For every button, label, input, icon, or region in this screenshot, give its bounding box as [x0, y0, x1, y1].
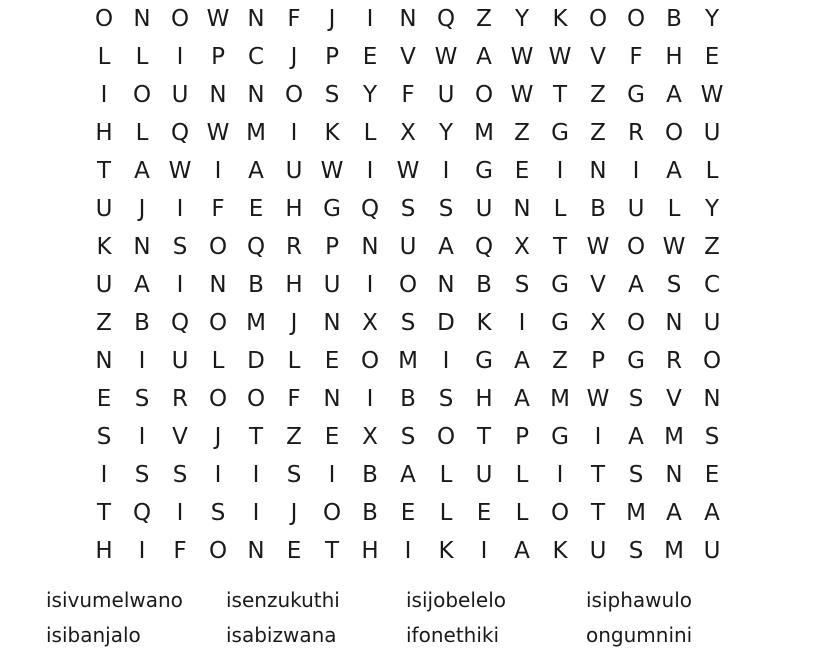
word-list-item: ongumnini — [586, 623, 693, 647]
grid-row — [0, 152, 816, 190]
grid-cell: J — [290, 44, 298, 70]
word-list-column — [586, 583, 766, 653]
grid-cell: S — [134, 462, 150, 488]
grid-cell: K — [476, 310, 492, 336]
grid-cell: A — [704, 500, 720, 526]
grid-cell: I — [100, 462, 108, 488]
grid-cell: H — [285, 196, 303, 222]
grid-cell: C — [247, 44, 265, 70]
grid-cell: K — [96, 234, 112, 260]
grid-cell: H — [475, 386, 493, 412]
grid-cell: U — [95, 196, 113, 222]
grid-cell: V — [400, 44, 416, 70]
grid-row — [0, 266, 816, 304]
grid-cell: I — [632, 158, 640, 184]
grid-cell: V — [590, 44, 606, 70]
grid-cell: I — [366, 6, 374, 32]
grid-cell: N — [209, 82, 227, 108]
grid-row — [0, 0, 816, 38]
grid-cell: U — [285, 158, 303, 184]
grid-cell: F — [211, 196, 225, 222]
grid-cell: M — [246, 120, 266, 146]
grid-cell: Y — [362, 82, 378, 108]
grid-cell: G — [627, 82, 645, 108]
grid-cell: S — [438, 196, 454, 222]
grid-cell: A — [400, 462, 416, 488]
grid-cell: I — [176, 44, 184, 70]
grid-cell: Z — [514, 120, 530, 146]
grid-cell: T — [552, 234, 568, 260]
grid-cell: E — [248, 196, 264, 222]
grid-row — [0, 76, 816, 114]
grid-cell: S — [628, 386, 644, 412]
grid-cell: B — [666, 6, 682, 32]
grid-cell: L — [135, 120, 149, 146]
grid-cell: F — [287, 386, 301, 412]
grid-cell: N — [247, 82, 265, 108]
grid-cell: I — [290, 120, 298, 146]
grid-cell: Q — [170, 310, 190, 336]
grid-cell: M — [398, 348, 418, 374]
grid-cell: N — [133, 234, 151, 260]
grid-cell: A — [514, 386, 530, 412]
grid-cell: J — [290, 310, 298, 336]
grid-cell: X — [362, 424, 378, 450]
grid-cell: A — [248, 158, 264, 184]
grid-cell: P — [515, 424, 529, 450]
word-list-item: isijobelelo — [406, 588, 506, 612]
grid-cell: A — [514, 348, 530, 374]
grid-cell: L — [287, 348, 301, 374]
grid-cell: G — [475, 348, 493, 374]
grid-cell: B — [476, 272, 492, 298]
grid-cell: U — [627, 196, 645, 222]
grid-cell: B — [590, 196, 606, 222]
grid-cell: L — [553, 196, 567, 222]
grid-cell: N — [665, 462, 683, 488]
grid-cell: X — [514, 234, 530, 260]
grid-cell: K — [324, 120, 340, 146]
grid-cell: M — [550, 386, 570, 412]
grid-cell: I — [100, 82, 108, 108]
grid-cell: V — [666, 386, 682, 412]
grid-cell: U — [323, 272, 341, 298]
word-list-item: isivumelwano — [46, 588, 183, 612]
grid-cell: S — [628, 462, 644, 488]
grid-cell: I — [176, 196, 184, 222]
grid-cell: I — [556, 462, 564, 488]
grid-cell: P — [325, 44, 339, 70]
grid-cell: E — [400, 500, 416, 526]
grid-cell: S — [628, 538, 644, 564]
word-list-item: isenzukuthi — [226, 588, 340, 612]
grid-cell: O — [284, 82, 304, 108]
grid-cell: I — [328, 462, 336, 488]
grid-cell: I — [176, 500, 184, 526]
grid-cell: A — [666, 82, 682, 108]
grid-cell: B — [362, 500, 378, 526]
grid-cell: O — [208, 234, 228, 260]
grid-cell: Z — [286, 424, 302, 450]
grid-cell: U — [703, 310, 721, 336]
word-list-item: isabizwana — [226, 623, 337, 647]
grid-cell: I — [442, 158, 450, 184]
grid-cell: A — [476, 44, 492, 70]
grid-cell: W — [662, 234, 686, 260]
grid-cell: W — [548, 44, 572, 70]
grid-cell: Y — [704, 6, 720, 32]
grid-cell: E — [96, 386, 112, 412]
grid-cell: Z — [552, 348, 568, 374]
grid-cell: U — [95, 272, 113, 298]
grid-row — [0, 342, 816, 380]
grid-cell: Z — [476, 6, 492, 32]
grid-cell: B — [362, 462, 378, 488]
grid-cell: I — [138, 348, 146, 374]
word-list-item: isibanjalo — [46, 623, 141, 647]
grid-cell: G — [323, 196, 341, 222]
grid-cell: E — [704, 44, 720, 70]
grid-cell: N — [323, 386, 341, 412]
grid-cell: V — [172, 424, 188, 450]
grid-cell: G — [551, 272, 569, 298]
grid-cell: T — [590, 500, 606, 526]
grid-row — [0, 494, 816, 532]
grid-cell: I — [214, 158, 222, 184]
grid-cell: N — [399, 6, 417, 32]
grid-cell: S — [704, 424, 720, 450]
grid-cell: T — [96, 500, 112, 526]
word-list-item: ifonethiki — [406, 623, 500, 647]
grid-cell: M — [664, 424, 684, 450]
grid-cell: S — [324, 82, 340, 108]
grid-row — [0, 190, 816, 228]
grid-cell: I — [404, 538, 412, 564]
grid-cell: D — [247, 348, 265, 374]
grid-cell: I — [518, 310, 526, 336]
grid-cell: N — [361, 234, 379, 260]
word-list-column — [46, 583, 226, 653]
grid-cell: N — [437, 272, 455, 298]
grid-cell: U — [703, 120, 721, 146]
grid-cell: S — [400, 196, 416, 222]
grid-cell: M — [626, 500, 646, 526]
grid-cell: I — [594, 424, 602, 450]
grid-cell: U — [399, 234, 417, 260]
grid-cell: Q — [360, 196, 380, 222]
grid-cell: G — [551, 310, 569, 336]
grid-cell: T — [248, 424, 264, 450]
grid-cell: I — [480, 538, 488, 564]
grid-cell: R — [628, 120, 644, 146]
grid-cell: O — [208, 386, 228, 412]
grid-cell: Q — [436, 6, 456, 32]
grid-cell: L — [515, 462, 529, 488]
grid-cell: K — [552, 538, 568, 564]
grid-cell: Y — [438, 120, 454, 146]
grid-cell: I — [138, 538, 146, 564]
grid-cell: F — [173, 538, 187, 564]
grid-cell: I — [176, 272, 184, 298]
grid-cell: U — [703, 538, 721, 564]
grid-cell: M — [246, 310, 266, 336]
grid-cell: Q — [170, 120, 190, 146]
grid-cell: E — [476, 500, 492, 526]
grid-cell: F — [629, 44, 643, 70]
grid-cell: Q — [474, 234, 494, 260]
grid-cell: H — [665, 44, 683, 70]
grid-cell: W — [320, 158, 344, 184]
grid-cell: L — [135, 44, 149, 70]
grid-cell: W — [206, 6, 230, 32]
grid-cell: S — [286, 462, 302, 488]
grid-cell: O — [94, 6, 114, 32]
grid-cell: U — [437, 82, 455, 108]
grid-cell: T — [476, 424, 492, 450]
grid-cell: O — [474, 82, 494, 108]
grid-row — [0, 532, 816, 570]
grid-cell: E — [362, 44, 378, 70]
grid-cell: Z — [704, 234, 720, 260]
grid-cell: A — [438, 234, 454, 260]
grid-cell: S — [172, 462, 188, 488]
word-list-column — [226, 583, 406, 653]
grid-cell: P — [325, 234, 339, 260]
grid-cell: L — [439, 500, 453, 526]
grid-cell: L — [705, 158, 719, 184]
grid-cell: U — [589, 538, 607, 564]
grid-cell: O — [588, 6, 608, 32]
grid-cell: O — [626, 310, 646, 336]
grid-cell: E — [514, 158, 530, 184]
grid-cell: N — [247, 538, 265, 564]
grid-cell: J — [214, 424, 222, 450]
grid-cell: A — [134, 158, 150, 184]
grid-cell: E — [704, 462, 720, 488]
grid-cell: G — [551, 120, 569, 146]
grid-cell: A — [134, 272, 150, 298]
grid-cell: S — [666, 272, 682, 298]
grid-cell: A — [666, 158, 682, 184]
grid-cell: S — [96, 424, 112, 450]
grid-cell: O — [664, 120, 684, 146]
grid-cell: A — [628, 424, 644, 450]
grid-cell: W — [586, 386, 610, 412]
grid-cell: A — [628, 272, 644, 298]
grid-cell: N — [513, 196, 531, 222]
grid-cell: H — [285, 272, 303, 298]
grid-cell: N — [323, 310, 341, 336]
grid-cell: L — [363, 120, 377, 146]
grid-row — [0, 456, 816, 494]
grid-cell: X — [362, 310, 378, 336]
grid-cell: N — [209, 272, 227, 298]
grid-cell: O — [132, 82, 152, 108]
grid-cell: W — [510, 82, 534, 108]
grid-cell: S — [134, 386, 150, 412]
grid-row — [0, 114, 816, 152]
grid-cell: N — [133, 6, 151, 32]
grid-cell: D — [437, 310, 455, 336]
grid-cell: O — [170, 6, 190, 32]
grid-cell: U — [475, 196, 493, 222]
grid-cell: W — [206, 120, 230, 146]
grid-cell: T — [96, 158, 112, 184]
grid-cell: O — [246, 386, 266, 412]
grid-cell: R — [286, 234, 302, 260]
grid-cell: W — [168, 158, 192, 184]
grid-cell: I — [252, 462, 260, 488]
grid-cell: F — [287, 6, 301, 32]
grid-cell: W — [586, 234, 610, 260]
word-list — [0, 583, 816, 653]
grid-cell: J — [138, 196, 146, 222]
grid-cell: F — [401, 82, 415, 108]
grid-cell: S — [172, 234, 188, 260]
grid-cell: Q — [246, 234, 266, 260]
grid-cell: W — [510, 44, 534, 70]
grid-cell: H — [361, 538, 379, 564]
grid-cell: Z — [96, 310, 112, 336]
grid-cell: N — [247, 6, 265, 32]
grid-cell: G — [627, 348, 645, 374]
grid-cell: E — [286, 538, 302, 564]
grid-cell: I — [252, 500, 260, 526]
grid-cell: L — [97, 44, 111, 70]
grid-cell: I — [138, 424, 146, 450]
grid-cell: M — [664, 538, 684, 564]
grid-cell: S — [400, 310, 416, 336]
grid-cell: L — [439, 462, 453, 488]
grid-cell: Z — [590, 120, 606, 146]
grid-cell: N — [665, 310, 683, 336]
grid-cell: P — [591, 348, 605, 374]
grid-cell: A — [514, 538, 530, 564]
grid-cell: W — [396, 158, 420, 184]
word-list-column — [406, 583, 586, 653]
grid-cell: V — [590, 272, 606, 298]
grid-cell: P — [211, 44, 225, 70]
grid-cell: H — [95, 120, 113, 146]
grid-cell: N — [703, 386, 721, 412]
grid-cell: Y — [514, 6, 530, 32]
word-list-item: isiphawulo — [586, 588, 692, 612]
grid-cell: O — [702, 348, 722, 374]
grid-cell: Z — [590, 82, 606, 108]
grid-row — [0, 38, 816, 76]
grid-cell: E — [324, 424, 340, 450]
grid-cell: S — [210, 500, 226, 526]
grid-cell: O — [550, 500, 570, 526]
grid-row — [0, 304, 816, 342]
grid-row — [0, 380, 816, 418]
grid-cell: A — [666, 500, 682, 526]
grid-cell: M — [474, 120, 494, 146]
grid-cell: H — [95, 538, 113, 564]
grid-cell: Y — [704, 196, 720, 222]
grid-cell: O — [626, 6, 646, 32]
grid-cell: G — [551, 424, 569, 450]
grid-cell: K — [552, 6, 568, 32]
grid-cell: I — [366, 158, 374, 184]
grid-cell: R — [666, 348, 682, 374]
grid-cell: S — [514, 272, 530, 298]
grid-cell: U — [171, 82, 189, 108]
grid-cell: I — [366, 386, 374, 412]
grid-cell: W — [700, 82, 724, 108]
grid-cell: G — [475, 158, 493, 184]
grid-cell: I — [366, 272, 374, 298]
grid-cell: J — [290, 500, 298, 526]
grid-cell: Q — [132, 500, 152, 526]
grid-cell: L — [211, 348, 225, 374]
grid-cell: K — [438, 538, 454, 564]
grid-cell: C — [703, 272, 721, 298]
grid-cell: O — [208, 310, 228, 336]
grid-cell: L — [667, 196, 681, 222]
grid-cell: N — [589, 158, 607, 184]
grid-cell: R — [172, 386, 188, 412]
grid-cell: T — [324, 538, 340, 564]
grid-cell: S — [400, 424, 416, 450]
grid-cell: O — [208, 538, 228, 564]
grid-cell: T — [552, 82, 568, 108]
grid-cell: I — [442, 348, 450, 374]
grid-cell: O — [626, 234, 646, 260]
grid-cell: X — [590, 310, 606, 336]
grid-cell: L — [515, 500, 529, 526]
grid-cell: E — [324, 348, 340, 374]
grid-cell: N — [95, 348, 113, 374]
grid-cell: O — [360, 348, 380, 374]
grid-cell: U — [171, 348, 189, 374]
grid-cell: U — [475, 462, 493, 488]
grid-cell: B — [134, 310, 150, 336]
grid-cell: B — [400, 386, 416, 412]
grid-cell: J — [328, 6, 336, 32]
grid-cell: X — [400, 120, 416, 146]
grid-cell: I — [214, 462, 222, 488]
grid-cell: I — [556, 158, 564, 184]
grid-cell: O — [436, 424, 456, 450]
grid-cell: O — [322, 500, 342, 526]
grid-cell: B — [248, 272, 264, 298]
grid-cell: S — [438, 386, 454, 412]
grid-cell: T — [590, 462, 606, 488]
grid-row — [0, 418, 816, 456]
grid-cell: W — [434, 44, 458, 70]
grid-row — [0, 228, 816, 266]
grid-cell: O — [398, 272, 418, 298]
